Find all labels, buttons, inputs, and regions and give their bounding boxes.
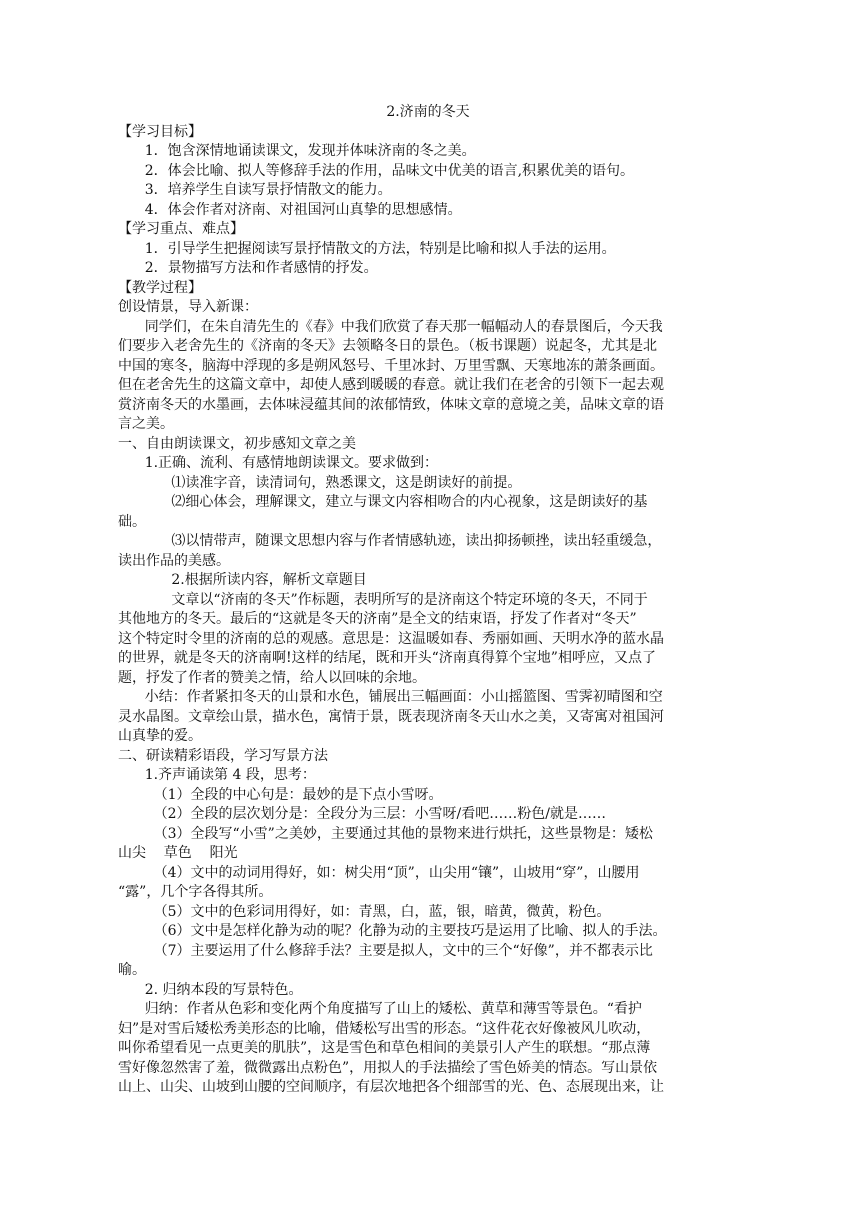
text-line: 归纳：作者从色彩和变化两个角度描写了山上的矮松、黄草和薄雪等景色。“看护 — [118, 1001, 642, 1017]
text-line: 的世界，就是冬天的济南啊!这样的结尾，既和开头“济南真得算个宝地”相呼应，又点了 — [118, 650, 656, 666]
text-line: （1）全段的中心句是：最妙的是下点小雪呀。 — [118, 786, 443, 803]
text-line: （7）主要运用了什么修辞手法？主要是拟人，文中的三个“好像”，并不都表示比 — [118, 942, 653, 959]
text-line: 2.根据所读内容，解析文章题目 — [118, 572, 367, 588]
text-line: 山上、山尖、山坡到山腰的空间顺序，有层次地把各个细部雪的光、色、态展现出来，让 — [118, 1079, 664, 1095]
text-line: 山尖 草色 阳光 — [118, 845, 238, 861]
text-line: 文章以“济南的冬天”作标题，表明所写的是济南这个特定环境的冬天，不同于 — [118, 591, 648, 608]
text-line: “露”，几个字各得其所。 — [118, 884, 273, 900]
text-line: 础。 — [118, 513, 146, 530]
text-line: 2．体会比喻、拟人等修辞手法的作用，品味文中优美的语言,积累优美的语句。 — [118, 162, 635, 179]
text-line: （4）文中的动词用得好，如：树尖用“顶”，山尖用“镶”，山坡用“穿”，山腰用 — [118, 864, 640, 881]
text-line: 小结：作者紧扣冬天的山景和水色，铺展出三幅画面：小山摇篮图、雪霁初晴图和空 — [118, 689, 663, 705]
text-line: 【学习目标】 — [118, 123, 202, 140]
text-line: 1．饱含深情地诵读课文，发现并体味济南的冬之美。 — [118, 143, 476, 159]
text-line: 这个特定时令里的济南的总的观感。意思是：这温暖如春、秀丽如画、天明水净的蓝水晶 — [118, 630, 664, 647]
text-line: ⑴读准字音，读清词句，熟悉课文，这是朗读好的前提。 — [118, 474, 522, 491]
text-line: 叫你希望看见一点更美的肌肤”，这是雪色和草色相间的美景引人产生的联想。“那点薄 — [118, 1040, 651, 1056]
text-line: 【教学过程】 — [118, 279, 202, 296]
text-line: 1.齐声诵读第 4 段，思考： — [118, 767, 316, 783]
text-line: 雪好像忽然害了羞，微微露出点粉色”，用拟人的手法描绘了雪色娇美的情态。写山景依 — [118, 1059, 658, 1076]
text-line: 赏济南冬天的水墨画，去体味浸蕴其间的浓郁情致，体味文章的意境之美，品味文章的语 — [118, 396, 664, 413]
text-line: 同学们，在朱自清先生的《春》中我们欣赏了春天那一幅幅动人的春景图后，今天我 — [118, 318, 663, 335]
text-line: ⑶以情带声，随课文思想内容与作者情感轨迹，读出抑扬顿挫，读出轻重缓急， — [118, 533, 662, 549]
text-line: 1．引导学生把握阅读写景抒情散文的方法，特别是比喻和拟人手法的运用。 — [118, 240, 616, 257]
document-title: 2.济南的冬天 — [386, 104, 470, 120]
text-line: 山真挚的爱。 — [118, 728, 202, 744]
text-line: 们要步入老舍先生的《济南的冬天》去领略冬日的景色。（板书课题）说起冬，尤其是北 — [118, 338, 657, 354]
text-line: 题，抒发了作者的赞美之情，给人以回味的余地。 — [118, 669, 426, 686]
text-line: 二、研读精彩语段，学习写景方法 — [118, 747, 328, 764]
text-line: 但在老舍先生的这篇文章中，却使人感到暖暖的春意。就让我们在老舍的引领下一起去观 — [118, 377, 664, 393]
text-line: 2. 归纳本段的写景特色。 — [118, 981, 303, 998]
text-line: 妇”是对雪后矮松秀美形态的比喻，借矮松写出雪的形态。“这件花衣好像被风儿吹动， — [118, 1020, 651, 1037]
paragraph-lines — [118, 123, 738, 1098]
text-line: 1.正确、流利、有感情地朗读课文。要求做到： — [118, 455, 439, 471]
text-line: （2）全段的层次划分是：全段分为三层：小雪呀/看吧……粉色/就是…… — [118, 806, 606, 822]
text-line: （6）文中是怎样化静为动的呢？化静为动的主要技巧是运用了比喻、拟人的手法。 — [118, 923, 667, 939]
text-line: 言之美。 — [118, 416, 174, 432]
text-line: 3．培养学生自读写景抒情散文的能力。 — [118, 182, 392, 198]
text-line: 4．体会作者对济南、对祖国河山真挚的思想感情。 — [118, 201, 462, 218]
text-line: 【学习重点、难点】 — [118, 221, 244, 237]
text-line: 2．景物描写方法和作者感情的抒发。 — [118, 260, 378, 276]
text-line: 创设情景，导入新课： — [118, 299, 258, 315]
text-line: （5）文中的色彩词用得好，如：青黑，白，蓝，银，暗黄，微黄，粉色。 — [118, 903, 611, 920]
text-line: 读出作品的美感。 — [118, 552, 230, 569]
text-line: 中国的寒冬，脑海中浮现的多是朔风怒号、千里冰封、万里雪飘、天寒地冻的萧条画面。 — [118, 357, 664, 374]
text-line: 其他地方的冬天。最后的“这就是冬天的济南”是全文的结束语，抒发了作者对“冬天” — [118, 611, 637, 627]
text-line: 一、自由朗读课文，初步感知文章之美 — [118, 435, 356, 452]
text-line: ⑵细心体会，理解课文，建立与课文内容相吻合的内心视象，这是朗读好的基 — [118, 494, 648, 510]
text-line: （3）全段写“小雪”之美妙，主要通过其他的景物来进行烘托，这些景物是：矮松 — [118, 825, 653, 842]
document-body — [118, 103, 738, 1098]
text-line: 喻。 — [118, 962, 146, 978]
text-line: 灵水晶图。文章绘山景，描水色，寓情于景，既表现济南冬天山水之美，又寄寓对祖国河 — [118, 708, 664, 725]
